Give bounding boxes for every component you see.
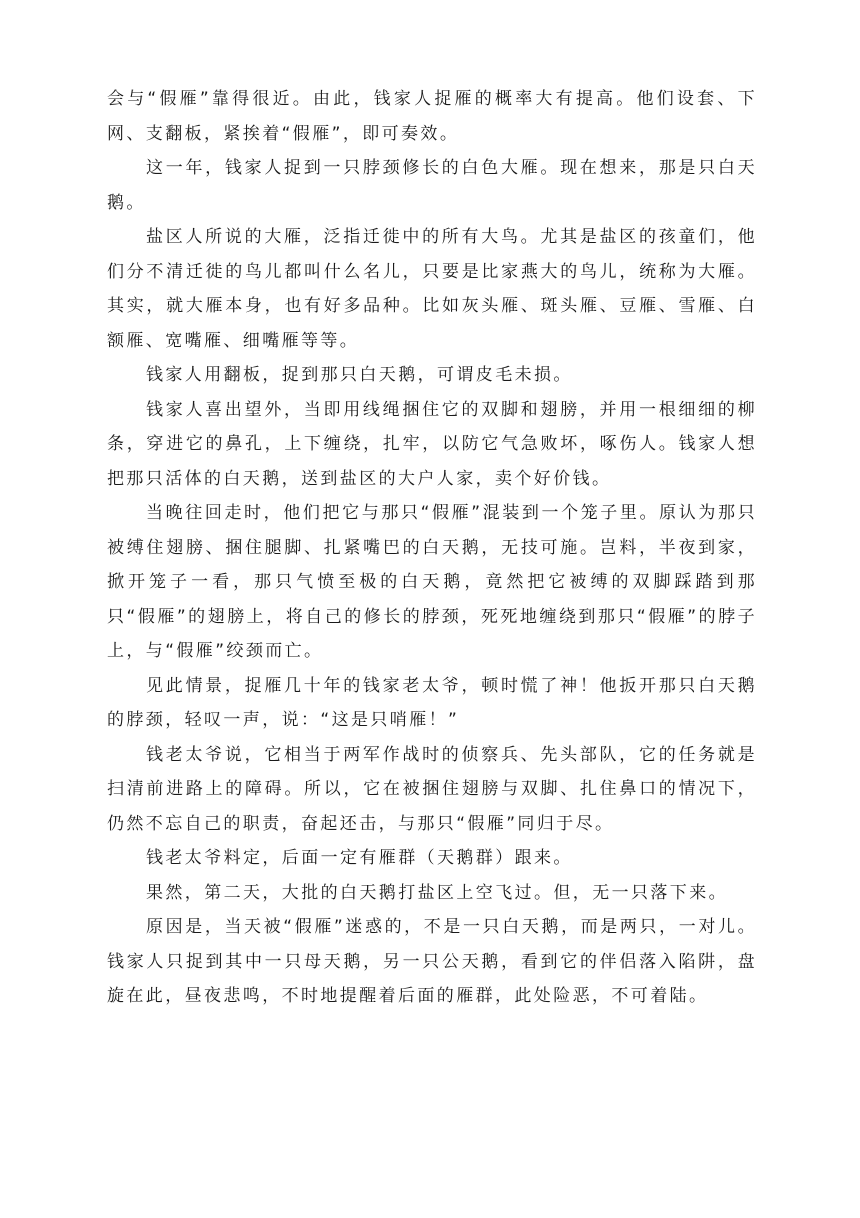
paragraph-10: 果然，第二天，大批的白天鹅打盐区上空飞过。但，无一只落下来。	[146, 882, 728, 903]
paragraph-6: 当晚往回走时，他们把它与那只“假雁”混装到一个笼子里。原认为那只被缚住翅膀、捆住腿脚、扎紧嘴巴的白天鹅，无技可施。岂料，半夜到家，掀开笼子一看，那只气愤至极的白天鹅，竟然把它被缚的双脚踩踏到那只“假雁”的翅膀上，将自己的修长的脖颈，死死地缠绕到那只“假雁”的脖子上，与“假雁”绞颈而亡。	[107, 503, 757, 661]
paragraph-7: 见此情景，捉雁几十年的钱家老太爷，顿时慌了神！他扳开那只白天鹅的脖颈，轻叹一声，说：“这是只哨雁！”	[107, 675, 757, 730]
paragraph-1: 会与“假雁”靠得很近。由此，钱家人捉雁的概率大有提高。他们设套、下网、支翻板，紧挨着“假雁”，即可奏效。	[107, 89, 757, 144]
paragraph-3: 盐区人所说的大雁，泛指迁徙中的所有大鸟。尤其是盐区的孩童们，他们分不清迁徙的鸟儿都叫什么名儿，只要是比家燕大的鸟儿，统称为大雁。其实，就大雁本身，也有好多品种。比如灰头雁、斑头雁、豆雁、雪雁、白额雁、宽嘴雁、细嘴雁等等。	[107, 227, 757, 351]
paragraph-8: 钱老太爷说，它相当于两军作战时的侦察兵、先头部队，它的任务就是扫清前进路上的障碍。所以，它在被捆住翅膀与双脚、扎住鼻口的情况下，仍然不忘自己的职责，奋起还击，与那只“假雁”同归于尽。	[107, 744, 757, 834]
paragraph-11: 原因是，当天被“假雁”迷惑的，不是一只白天鹅，而是两只，一对儿。钱家人只捉到其中一只母天鹅，另一只公天鹅，看到它的伴侣落入陷阱，盘旋在此，昼夜悲鸣，不时地提醒着后面的雁群，此处险恶，不可着陆。	[107, 917, 757, 1006]
paragraph-5: 钱家人喜出望外，当即用线绳捆住它的双脚和翅膀，并用一根细细的柳条，穿进它的鼻孔，上下缠绕，扎牢，以防它气急败坏，啄伤人。钱家人想把那只活体的白天鹅，送到盐区的大户人家，卖个好价钱。	[107, 399, 757, 489]
paragraph-9: 钱老太爷料定，后面一定有雁群（天鹅群）跟来。	[146, 848, 573, 868]
document-page	[107, 82, 757, 1014]
paragraph-4: 钱家人用翻板，捉到那只白天鹅，可谓皮毛未损。	[146, 365, 573, 385]
paragraph-2: 这一年，钱家人捉到一只脖颈修长的白色大雁。现在想来，那是只白天鹅。	[107, 158, 757, 213]
